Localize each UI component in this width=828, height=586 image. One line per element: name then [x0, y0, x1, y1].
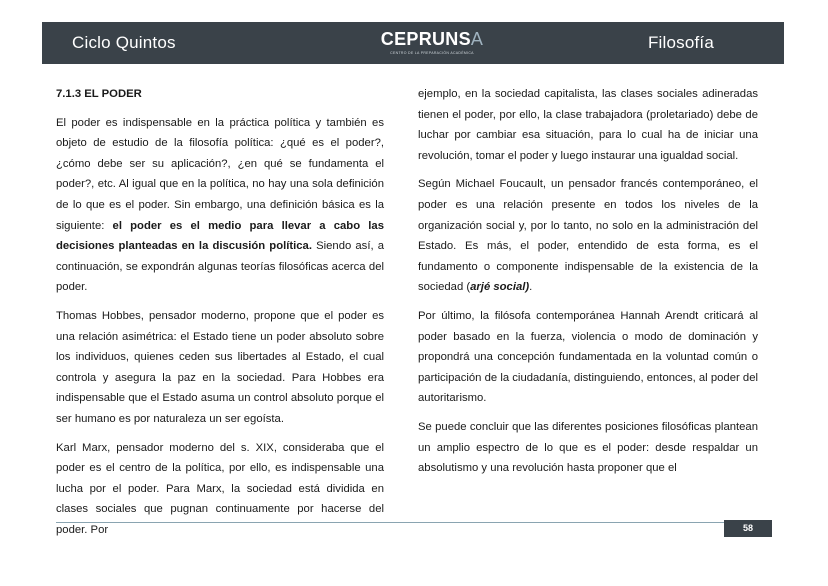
intro-text-b: Siendo así, a continuación, se expondrán algunas teorías filosóficas acerca del poder.: [56, 240, 384, 294]
right-column: [418, 84, 758, 487]
page-number: 58: [724, 520, 772, 537]
paragraph-intro: [56, 113, 384, 298]
logo-accent: A: [470, 29, 484, 49]
foucault-text-b: .: [529, 281, 533, 294]
paragraph-marx: Karl Marx, pensador moderno del s. XIX, consideraba que el poder es el centro de la política, por ello, es indispensable una lucha por el poder. Para Marx, la sociedad está dividida en clases sociales que pugnan continuamente por hacerse del poder. Por: [56, 441, 384, 536]
page-header: [42, 22, 784, 64]
paragraph-conclusion: Se puede concluir que las diferentes posiciones filosóficas plantean un amplio espectro de lo que es el poder: desde respaldar un absolutismo y una revolución hasta proponer que el: [418, 420, 758, 475]
power-definition: el poder es el medio para llevar a cabo las decisiones planteadas en la discusión política.: [56, 219, 384, 253]
intro-text-a: El poder es indispensable en la práctica política y también es objeto de estudio de la filosofía política: ¿qué es el poder?, ¿cómo debe ser su aplicación?, ¿en qué se fundamenta el poder?, etc. Al igual que en la política, no hay una sola definición de lo que es el poder. Sin embargo, una definición básica es la siguiente:: [56, 116, 384, 232]
footer-divider: [56, 522, 724, 523]
section-title: 7.1.3 EL PODER: [56, 88, 142, 100]
subject-title: Filosofía: [647, 33, 714, 52]
paragraph-arendt: Por último, la filósofa contemporánea Hannah Arendt criticará al poder basado en la fuerza, violencia o modo de dominación y propondrá una concepción fundamentada en la voluntad común o participación de la ciudadanía, distinguiendo, entonces, al poder del autoritarismo.: [418, 309, 758, 405]
arje-social-term: arjé social): [470, 281, 530, 294]
logo-main: CEPRUNS: [380, 29, 471, 49]
paragraph-marx-continued: ejemplo, en la sociedad capitalista, las clases sociales adineradas tienen el poder, por ello, la clase trabajadora (proletariado) debe de luchar por cambiar esa situación, para lo cual ha de iniciar una revolución, tomar el poder y luego instaurar una igualdad social.: [418, 88, 758, 162]
logo-tagline: CENTRO DE LA PREPARACIÓN ACADÉMICA: [390, 51, 474, 55]
course-title: Ciclo Quintos: [72, 33, 176, 52]
foucault-text-a: Según Michael Foucault, un pensador francés contemporáneo, el poder es una relación presente en todos los niveles de la organización social y, por lo tanto, no solo en la administración del Estado. Es más, el poder, entendido de esta forma, es el fundamento o componente indispensable de la existencia de la sociedad (: [418, 178, 758, 294]
ceprunsa-logo: [372, 29, 492, 55]
paragraph-hobbes: Thomas Hobbes, pensador moderno, propone que el poder es una relación asimétrica: el Estado tiene un poder absoluto sobre los individuos, quienes ceden sus libertades al Estado, el cual controla y asegura la paz en la sociedad. Para Hobbes era indispensable que el Estado asuma un control absoluto porque el ser humano es por naturaleza un ser egoísta.: [56, 309, 384, 425]
logo-text: [372, 29, 492, 50]
paragraph-foucault: [418, 174, 758, 298]
left-column: [56, 84, 384, 548]
